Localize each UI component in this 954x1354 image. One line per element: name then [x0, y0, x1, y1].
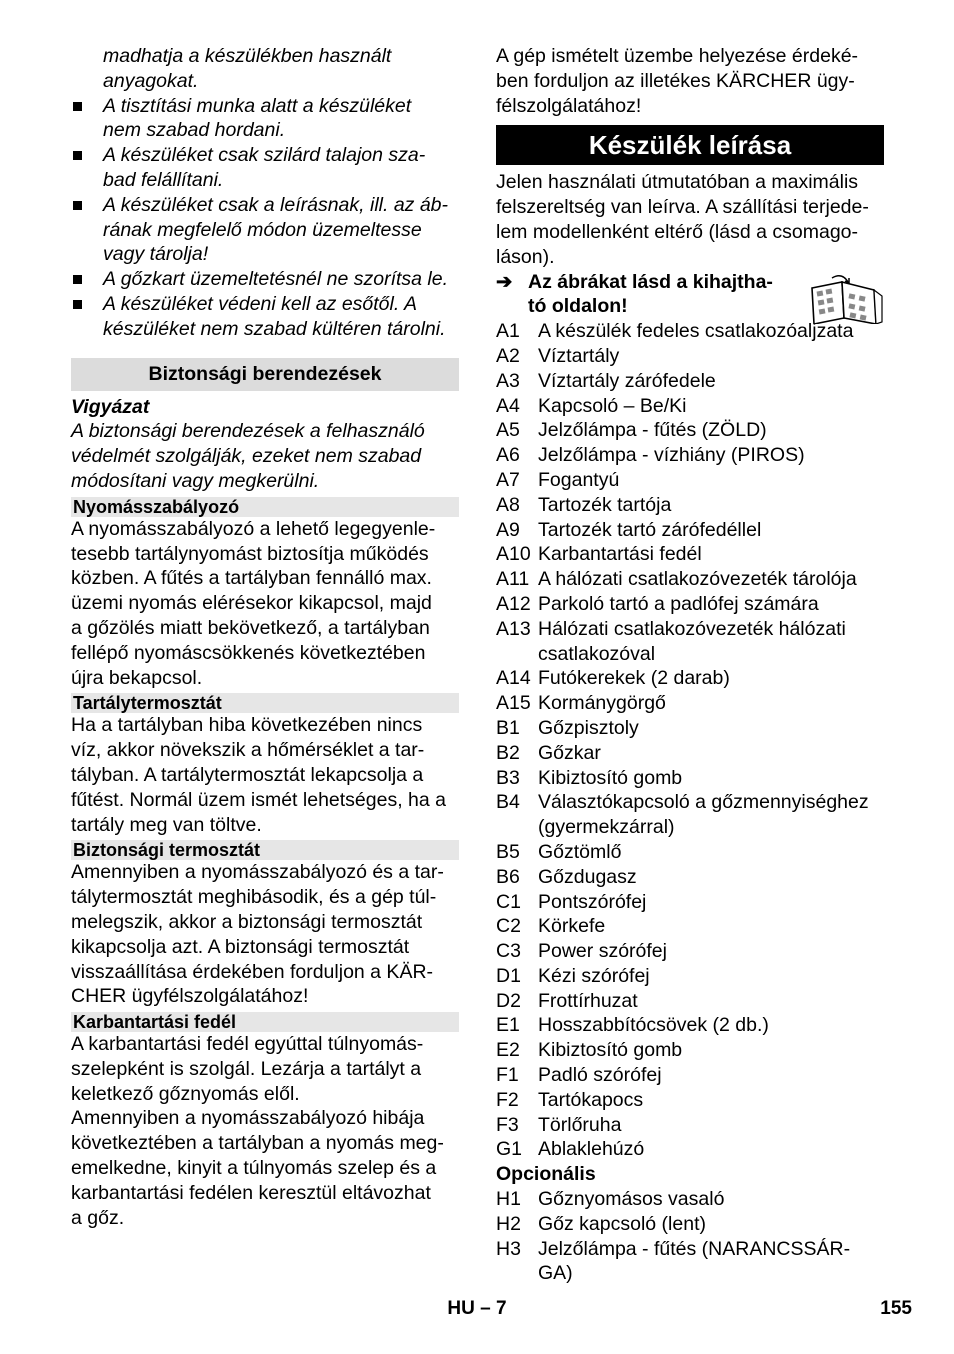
- list-item: D1 Kézi szórófej: [496, 964, 650, 987]
- list-item: A4 Kapcsoló – Be/Ki: [496, 394, 687, 417]
- list-item: B4 Választókapcsoló a gőzmennyiséghez (gyermekzárral): [496, 791, 869, 839]
- list-item: A6 Jelzőlámpa - vízhiány (PIROS): [496, 444, 805, 467]
- list-item: B1 Gőzpisztoly: [496, 716, 639, 739]
- subsection-heading: Biztonsági termosztát: [71, 840, 459, 860]
- subsection-heading: Nyomásszabályozó: [71, 497, 459, 517]
- list-item: A7 Fogantyú: [496, 468, 620, 491]
- intro-text: A gép ismételt üzembe helyezése érdeké- ben forduljon az illetékes KÄRCHER ügy- félszolgálatához!: [496, 45, 859, 117]
- list-item: A10 Karbantartási fedél: [496, 543, 702, 566]
- list-item: C1 Pontszórófej: [496, 890, 647, 913]
- list-item: H3 Jelzőlámpa - fűtés (NARANCSSÁR- GA): [496, 1237, 851, 1285]
- list-item: A14 Futókerekek (2 darab): [496, 667, 730, 690]
- list-item: G1 Ablaklehúzó: [496, 1138, 645, 1161]
- list-item: F2 Tartókapocs: [496, 1088, 644, 1111]
- list-item: H2 Gőz kapcsoló (lent): [496, 1212, 706, 1235]
- intro-text: madhatja a készülékben használt anyagokat.: [103, 45, 392, 92]
- list-item: F3 Törlőruha: [496, 1113, 622, 1136]
- list-item: B6 Gőzdugasz: [496, 865, 637, 888]
- fold-out-pages-icon: [804, 274, 884, 324]
- list-item: D2 Frottírhuzat: [496, 989, 638, 1012]
- subsection-text: Amennyiben a nyomásszabályozó és a tar- tálytermosztát meghibásodik, és a gép túl- melegszik, akkor a biztonsági termosztát kikapcsolja azt. A biztonsági termosztát visszaállítása érdekében forduljon a KÄR- CHER ügyfélszolgálatához!: [71, 861, 444, 1008]
- list-item: B5 Gőztömlő: [496, 840, 622, 863]
- subsection-heading: Karbantartási fedél: [71, 1012, 459, 1032]
- subsection-text: Ha a tartályban hiba következében nincs víz, akkor növekszik a hőmérséklet a tar- tályban. A tartálytermosztát lekapcsolja a fűtést. Normál üzem ismét lehetséges, ha a tartály meg van töltve.: [71, 714, 447, 836]
- bullet-item: A tisztítási munka alatt a készüléket nem szabad hordani.: [71, 94, 459, 144]
- optional-heading: Opcionális: [496, 1163, 596, 1186]
- description-text: Jelen használati útmutatóban a maximális felszereltség van leírva. A szállítási terjede- lem modellenként eltérő (lásd a csomago- láson).: [496, 171, 869, 268]
- subsection-text: A nyomásszabályozó a lehető legegyenle- tesebb tartálynyomást biztosítja működés közben. A fűtés a tartályban fennálló max. üzemi nyomás elérésekor kikapcsol, majd a gőzölés miatt bekövetkező, a tartályban fellépő nyomáscsökkenés következtében újra bekapcsol.: [71, 517, 436, 689]
- caution-title: Vigyázat: [71, 395, 150, 418]
- list-item: C2 Körkefe: [496, 915, 606, 938]
- page-number: 155: [880, 1298, 912, 1319]
- bullet-item: A készüléket védeni kell az esőtől. A készüléket nem szabad kültéren tárolni.: [71, 292, 459, 342]
- list-item: B2 Gőzkar: [496, 741, 601, 764]
- list-item: A1 A készülék fedeles csatlakozóaljzata: [496, 320, 854, 343]
- parts-list: [496, 319, 884, 1162]
- list-item: A2 Víztartály: [496, 344, 620, 367]
- list-item: A13 Hálózati csatlakozóvezeték hálózati csatlakozóval: [496, 617, 846, 665]
- figure-reference-note: ➔ Az ábrákat lásd a kihajtha- tó oldalon!: [496, 270, 773, 318]
- list-item: H1 Gőznyomásos vasaló: [496, 1188, 725, 1211]
- caution-text: A biztonsági berendezések a felhasználó védelmét szolgálják, ezeket nem szabad módosítani vagy megkerülni.: [71, 420, 425, 492]
- page-section-label: HU – 7: [447, 1298, 507, 1319]
- subsection-text: A karbantartási fedél egyúttal túlnyomás- szelepként is szolgál. Lezárja a tartályt a keletkező gőznyomás elől. Amennyiben a nyomásszabályozó hibája következtében a tartályban a nyomás meg- emelkedne, kinyit a túlnyomás szelep és a karbantartási fedélen keresztül eltávozhat a gőz.: [71, 1033, 444, 1229]
- bullet-item: A készüléket csak szilárd talajon sza- bad felállítani.: [71, 143, 459, 193]
- optional-list: [496, 1187, 884, 1286]
- list-item: A15 Kormánygörgő: [496, 692, 666, 715]
- arrow-right-icon: ➔: [496, 270, 513, 293]
- section-heading: Biztonsági berendezések: [71, 358, 459, 391]
- list-item: F1 Padló szórófej: [496, 1064, 662, 1087]
- list-item: E2 Kibiztosító gomb: [496, 1039, 683, 1062]
- list-item: A9 Tartozék tartó zárófedéllel: [496, 518, 762, 541]
- bullet-item: A készüléket csak a leírásnak, ill. az áb- rának megfelelő módon üzemeltesse vagy tárolja!: [71, 193, 459, 267]
- list-item: C3 Power szórófej: [496, 940, 667, 963]
- list-item: A5 Jelzőlámpa - fűtés (ZÖLD): [496, 419, 767, 442]
- list-item: A3 Víztartály zárófedele: [496, 369, 716, 392]
- subsection-heading: Tartálytermosztát: [71, 693, 459, 713]
- list-item: B3 Kibiztosító gomb: [496, 766, 683, 789]
- bullet-item: A gőzkart üzemeltetésnél ne szorítsa le.: [71, 267, 459, 292]
- list-item: A12 Parkoló tartó a padlófej számára: [496, 592, 819, 615]
- list-item: E1 Hosszabbítócsövek (2 db.): [496, 1014, 769, 1037]
- right-column: [496, 44, 884, 1286]
- left-column: [71, 44, 459, 1230]
- main-heading: Készülék leírása: [496, 125, 884, 165]
- list-item: A11 A hálózati csatlakozóvezeték tárolója: [496, 568, 857, 591]
- list-item: A8 Tartozék tartója: [496, 493, 672, 516]
